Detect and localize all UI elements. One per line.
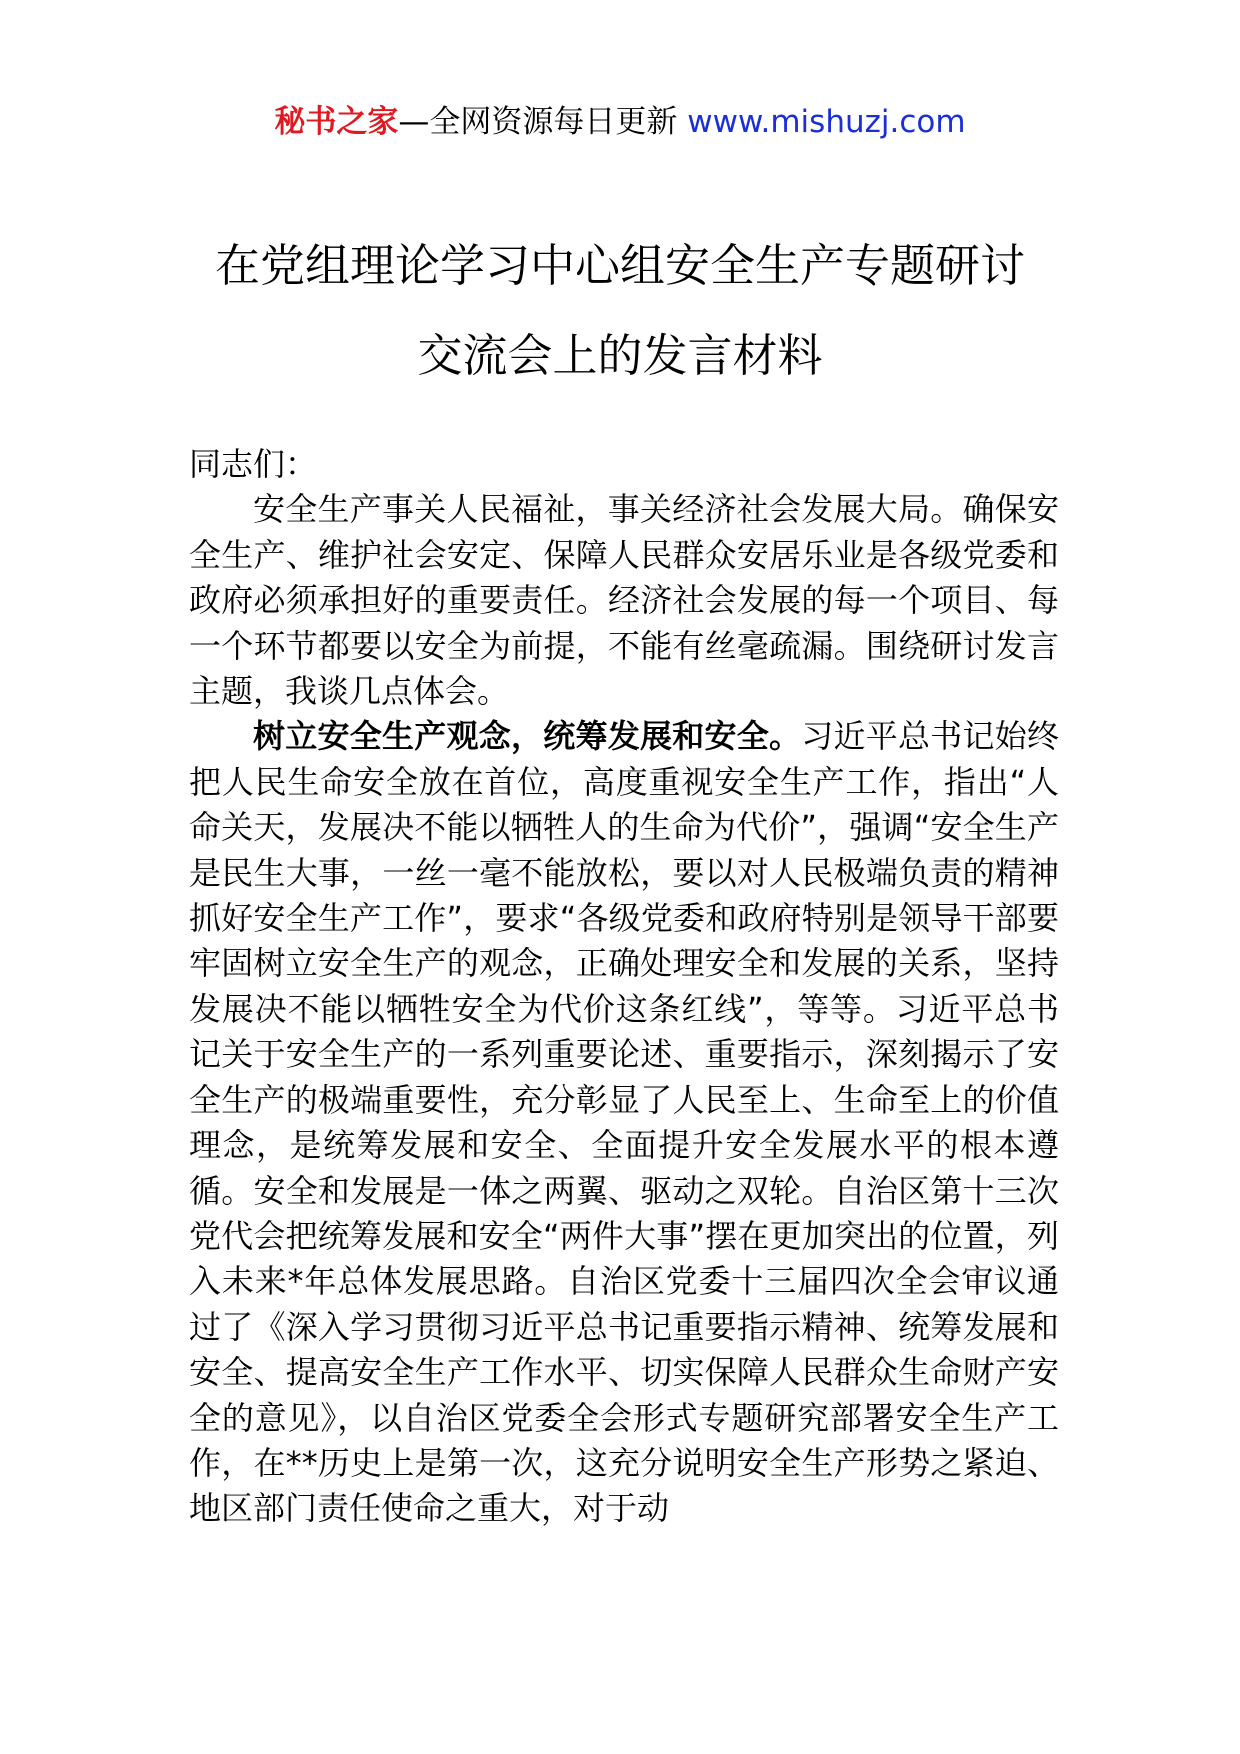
paragraph-section-1 [189, 714, 1059, 1531]
paragraph-text: 习近平总书记始终把人民生命安全放在首位，高度重视安全生产工作，指出“人命关天，发展决不能以牺牲人的生命为代价”，强调“安全生产是民生大事，一丝一毫不能放松，要以对人民极端负责的精神抓好安全生产工作”，要求“各级党委和政府特别是领导干部要牢固树立安全生产的观念，正确处理安全和发展的关系，坚持发展决不能以牺牲安全为代价这条红线”，等等。习近平总书记关于安全生产的一系列重要论述、重要指示，深刻揭示了安全生产的极端重要性，充分彰显了人民至上、生命至上的价值理念，是统筹发展和安全、全面提升安全发展水平的根本遵循。安全和发展是一体之两翼、驱动之双轮。自治区第十三次党代会把统筹发展和安全“两件大事”摆在更加突出的位置，列入未来*年总体发展思路。自治区党委十三届四次全会审议通过了《深入学习贯彻习近平总书记重要指示精神、统筹发展和安全、提高安全生产工作水平、切实保障人民群众生命财产安全的意见》，以自治区党委全会形式专题研究部署安全生产工作，在**历史上是第一次，这充分说明安全生产形势之紧迫、地区部门责任使命之重大，对于动 [189, 717, 1059, 1528]
document-body [189, 442, 1059, 1532]
paragraph-intro [189, 487, 1059, 714]
site-tagline: —全网资源每日更新 [398, 104, 688, 140]
site-brand: 秘书之家 [274, 104, 399, 140]
paragraph-text: 安全生产事关人民福祉，事关经济社会发展大局。确保安全生产、维护社会安定、保障人民群众安居乐业是各级党委和政府必须承担好的重要责任。经济社会发展的每一个项目、每一个环节都要以安全为前提，不能有丝毫疏漏。围绕研讨发言主题，我谈几点体会。 [189, 490, 1059, 711]
document-title-line-2: 交流会上的发言材料 [417, 329, 823, 382]
section-heading: 树立安全生产观念，统筹发展和安全。 [253, 717, 802, 756]
site-header [0, 100, 1240, 144]
salutation: 同志们： [189, 445, 318, 483]
site-url-link[interactable]: www.mishuzj.com [687, 104, 966, 140]
document-title-line-1: 在党组理论学习中心组安全生产专题研讨 [214, 239, 1025, 292]
